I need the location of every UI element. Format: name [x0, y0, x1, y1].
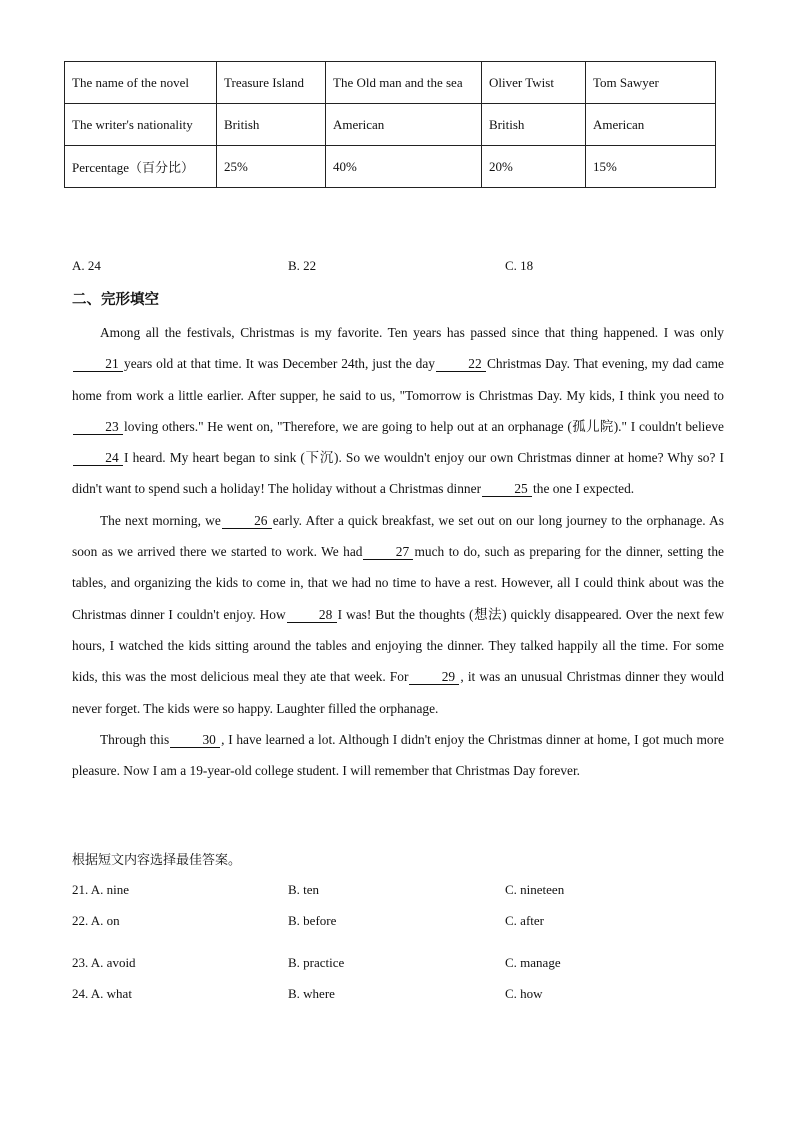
option-a: 23. A. avoid [72, 955, 136, 970]
passage-text: Christmas Day. That evening, my dad came home from work a little earlier. After supper, he said to us, "Tomorrow is Christmas Day. My kids, I think you need to [72, 356, 724, 403]
passage-text: loving others." He went on, "Therefore, we are going to help out at an orphanage (孤儿院)." I couldn't believe [124, 418, 724, 434]
option-a: 22. A. on [72, 913, 120, 928]
table-cell: American [326, 104, 482, 146]
blank-29: 29 [409, 669, 459, 685]
option-b: B. 22 [288, 258, 317, 273]
option-b: B. practice [288, 955, 345, 970]
table-cell: The Old man and the sea [326, 62, 482, 104]
table-cell: British [217, 104, 326, 146]
passage-text: Through this [100, 731, 170, 747]
table-cell: American [586, 104, 716, 146]
option-c: C. after [505, 913, 544, 928]
option-c: C. nineteen [505, 882, 565, 897]
blank-22: 22 [436, 356, 486, 372]
section-title: 二、完形填空 [72, 292, 159, 308]
instruction-text: 根据短文内容选择最佳答案。 [72, 853, 242, 868]
novel-survey-table [64, 61, 716, 188]
passage-text: The next morning, we [100, 512, 221, 528]
table-cell: 25% [217, 146, 326, 188]
passage-text: , it was an unusual Christmas dinner they would never forget. The kids were so happy. Laughter filled the orphanage. [72, 669, 724, 716]
blank-21: 21 [73, 356, 123, 372]
table-cell: Tom Sawyer [586, 62, 716, 104]
passage-text: early. After a quick breakfast, we set out on our long journey to the orphanage. As soon as we arrived there we started to work. We had [72, 512, 724, 560]
option-a: 24. A. what [72, 986, 132, 1001]
passage-paragraph-1 [72, 317, 724, 505]
option-c: C. 18 [505, 258, 534, 273]
table-row [65, 104, 716, 146]
option-c: C. manage [505, 955, 561, 970]
table-row [65, 146, 716, 188]
table-cell: Percentage（百分比） [65, 146, 217, 188]
option-a: 21. A. nine [72, 882, 130, 897]
blank-27: 27 [363, 544, 413, 560]
passage-text: I heard. My heart began to sink (下沉). So we wouldn't enjoy our own Christmas dinner at home? Why so? I didn't want to spend such a holiday! The holiday without a Christmas dinner [72, 450, 724, 497]
passage-text: I was! But the thoughts (想法) quickly disappeared. Over the next few hours, I watched the kids sitting around the tables and enjoying the dinner. They talked happily all the time. For some kids, this was the most delicious meal they ate that week. For [72, 606, 724, 685]
table-cell: The writer's nationality [65, 104, 217, 146]
passage-text: , I have learned a lot. Although I didn't enjoy the Christmas dinner at home, I got much more pleasure. Now I am a 19-year-old college student. I will remember that Christmas Day forever. [72, 731, 724, 779]
table-cell: 40% [326, 146, 482, 188]
table-cell: British [482, 104, 586, 146]
table-cell: 20% [482, 146, 586, 188]
blank-26: 26 [222, 513, 272, 529]
blank-23: 23 [73, 419, 123, 435]
passage-paragraph-2 [72, 505, 724, 724]
passage-paragraph-3 [72, 724, 724, 787]
table-row [65, 62, 716, 104]
option-c: C. how [505, 986, 543, 1001]
blank-24: 24 [73, 450, 123, 466]
blank-25: 25 [482, 481, 532, 497]
table-cell: Treasure Island [217, 62, 326, 104]
table-cell: The name of the novel [65, 62, 217, 104]
passage-text: years old at that time. It was December 24th, just the day [124, 356, 435, 372]
option-b: B. before [288, 913, 337, 928]
cloze-passage [72, 317, 724, 786]
table-cell: Oliver Twist [482, 62, 586, 104]
option-b: B. ten [288, 882, 320, 897]
blank-30: 30 [170, 732, 220, 748]
passage-text: much to do, such as preparing for the dinner, setting the tables, and organizing the kids to come in, that we had no time to have a rest. However, all I could think about was the Christmas dinner I couldn't enjoy. How [72, 544, 724, 622]
table-cell: 15% [586, 146, 716, 188]
option-b: B. where [288, 986, 335, 1001]
blank-28: 28 [287, 607, 337, 623]
option-a: A. 24 [72, 258, 101, 273]
passage-text: the one I expected. [533, 481, 635, 497]
passage-text: Among all the festivals, Christmas is my favorite. Ten years has passed since that thing happened. I was only [100, 325, 724, 340]
